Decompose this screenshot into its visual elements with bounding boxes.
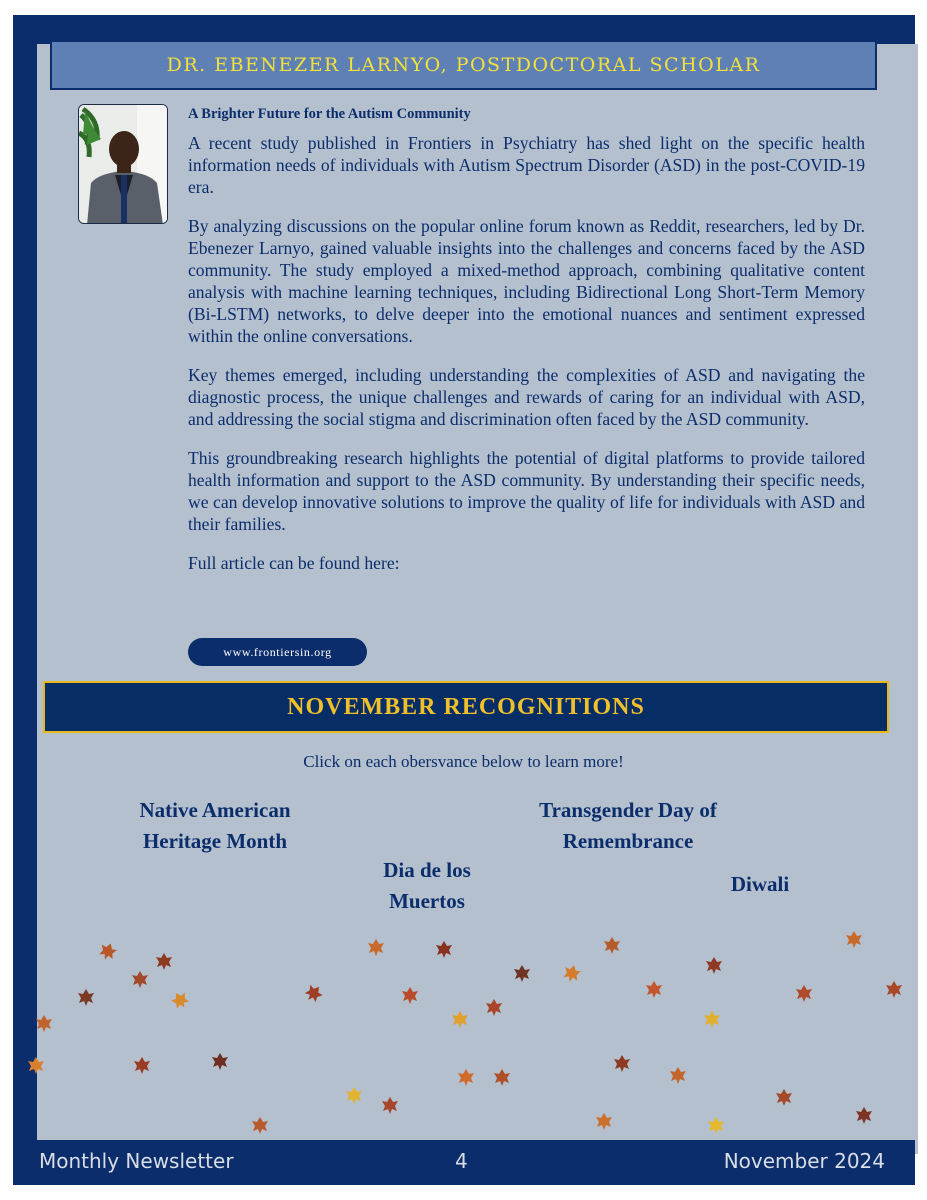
observance-line: Dia de los [383,858,471,882]
observance-line: Heritage Month [142,829,288,853]
article-headline: A Brighter Future for the Autism Community [188,106,471,122]
observance-line: Diwali [730,872,790,896]
diwali-link[interactable] [710,869,810,900]
observance-line: Transgender Day of [539,798,717,822]
native-american-heritage-month-link[interactable] [110,795,320,857]
observance-line: Remembrance [562,829,694,853]
article-paragraph: A recent study published in Frontiers in Psychiatry has shed light on the specific health information needs of individuals with Autism Spectrum Disorder (ASD) in the post-COVID-19 era. [188,133,865,197]
observance-line: Muertos [389,889,465,913]
leaf-cluster [28,931,902,1134]
article-paragraph: Key themes emerged, including understanding the complexities of ASD and navigating the diagnostic process, the unique challenges and rewards of caring for an individual with ASD, and addressing the social stigma and discrimination often faced by the ASD community. [188,365,865,429]
transgender-day-of-remembrance-link[interactable] [515,795,741,857]
footer-page-number: 4 [455,1149,468,1173]
footer-date: November 2024 [723,1149,885,1173]
recognitions-title: NOVEMBER RECOGNITIONS [287,693,645,720]
footer [13,1140,915,1185]
observance-line: Native American [139,798,291,822]
frontiers-link-button[interactable]: www.frontiersin.org [188,638,367,666]
title-banner [50,40,877,90]
page-title: DR. EBENEZER LARNYO, POSTDOCTORAL SCHOLAR [166,54,761,76]
article-paragraph: This groundbreaking research highlights the potential of digital platforms to provide tailored health information and support to the ASD community. By understanding their specific needs, we can develop innovative solutions to improve the quality of life for individuals with ASD and their families. [188,448,865,534]
dia-de-los-muertos-link[interactable] [362,855,492,917]
full-article-note: Full article can be found here: [188,553,400,573]
recognitions-instruction: Click on each obersvance below to learn more! [303,752,624,771]
recognitions-banner [43,681,889,733]
footer-newsletter-label: Monthly Newsletter [39,1149,234,1173]
falling-leaves-decoration [24,915,905,1140]
article-paragraph: By analyzing discussions on the popular online forum known as Reddit, researchers, led by Dr. Ebenezer Larnyo, gained valuable insights into the challenges and concerns faced by the ASD community. The study employed a mixed-method approach, combining qualitative content analysis with machine learning techniques, including Bidirectional Long Short-Term Memory (Bi-LSTM) networks, to delve deeper into the emotional nuances and sentiment expressed within the online conversations. [188,216,865,346]
article [188,106,865,582]
portrait-photo [78,104,168,224]
